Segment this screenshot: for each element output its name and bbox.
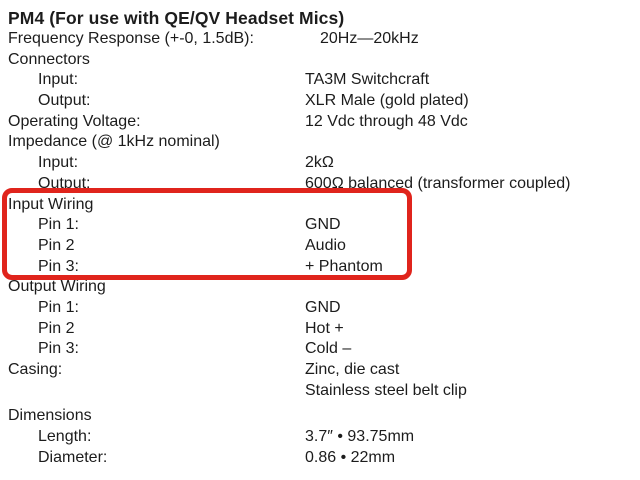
spec-value: 12 Vdc through 48 Vdc: [305, 112, 468, 130]
spec-row: [8, 70, 640, 91]
spec-label: Dimensions: [8, 407, 92, 425]
spec-value: TA3M Switchcraft: [305, 71, 430, 89]
spec-row: [8, 298, 640, 319]
spec-label: Casing:: [8, 361, 63, 378]
spec-label: Operating Voltage:: [8, 112, 141, 130]
spec-row: [8, 319, 640, 340]
spec-value: GND: [305, 216, 341, 234]
spec-value: 20Hz—20kHz: [320, 30, 419, 47]
spec-label: Pin 3:: [38, 340, 79, 358]
spec-value: Cold –: [305, 340, 352, 358]
spec-label: Pin 1:: [38, 216, 79, 234]
spec-value: Stainless steel belt clip: [305, 381, 467, 399]
spec-value: GND: [305, 298, 341, 316]
spec-value: 3.7″ • 93.75mm: [305, 428, 415, 446]
spec-row: [8, 257, 640, 278]
spec-value: Audio: [305, 236, 346, 254]
spec-value: Zinc, die cast: [305, 361, 400, 378]
spec-row: [8, 360, 640, 381]
spec-row: [8, 91, 640, 112]
spec-label: Pin 2: [38, 236, 75, 254]
spec-row: [8, 195, 640, 216]
spec-label: Length:: [38, 428, 92, 446]
spec-value: 2kΩ: [305, 154, 334, 172]
spec-row: [8, 29, 640, 50]
spec-row: [8, 50, 640, 71]
spec-value: 600Ω balanced (transformer coupled): [305, 174, 571, 192]
spec-row: [8, 339, 640, 360]
spec-label: Pin 1:: [38, 298, 79, 316]
spec-row: [8, 174, 640, 195]
spec-row: [8, 132, 640, 153]
spec-label: Output:: [38, 174, 91, 192]
spec-label: Input:: [38, 154, 79, 172]
spec-label: Pin 3:: [38, 257, 79, 275]
spec-label: Frequency Response (+-0, 1.5dB):: [8, 30, 254, 47]
spec-row: [8, 215, 640, 236]
spec-value: 0.86 • 22mm: [305, 448, 396, 466]
spec-row: [8, 406, 640, 427]
spec-row: [8, 277, 640, 298]
spec-label: Output:: [38, 92, 91, 110]
spec-row: [8, 448, 640, 469]
spec-label: Input Wiring: [8, 195, 94, 213]
spec-row: [8, 236, 640, 257]
spec-label: Connectors: [8, 50, 90, 68]
spec-value: XLR Male (gold plated): [305, 92, 469, 110]
spec-label: Impedance (@ 1kHz nominal): [8, 133, 220, 151]
spec-label: Output Wiring: [8, 278, 106, 296]
spec-row: [8, 381, 640, 402]
spec-label: Input:: [38, 71, 79, 89]
spec-label: Diameter:: [38, 448, 108, 466]
spec-value: + Phantom: [305, 257, 383, 275]
spec-rows-container: [8, 29, 640, 468]
page-title: PM4 (For use with QE/QV Headset Mics): [8, 8, 345, 28]
spec-row: [8, 153, 640, 174]
spec-value: Hot +: [305, 319, 344, 337]
spec-label: Pin 2: [38, 319, 75, 337]
spec-row: [8, 112, 640, 133]
spec-row: [8, 427, 640, 448]
